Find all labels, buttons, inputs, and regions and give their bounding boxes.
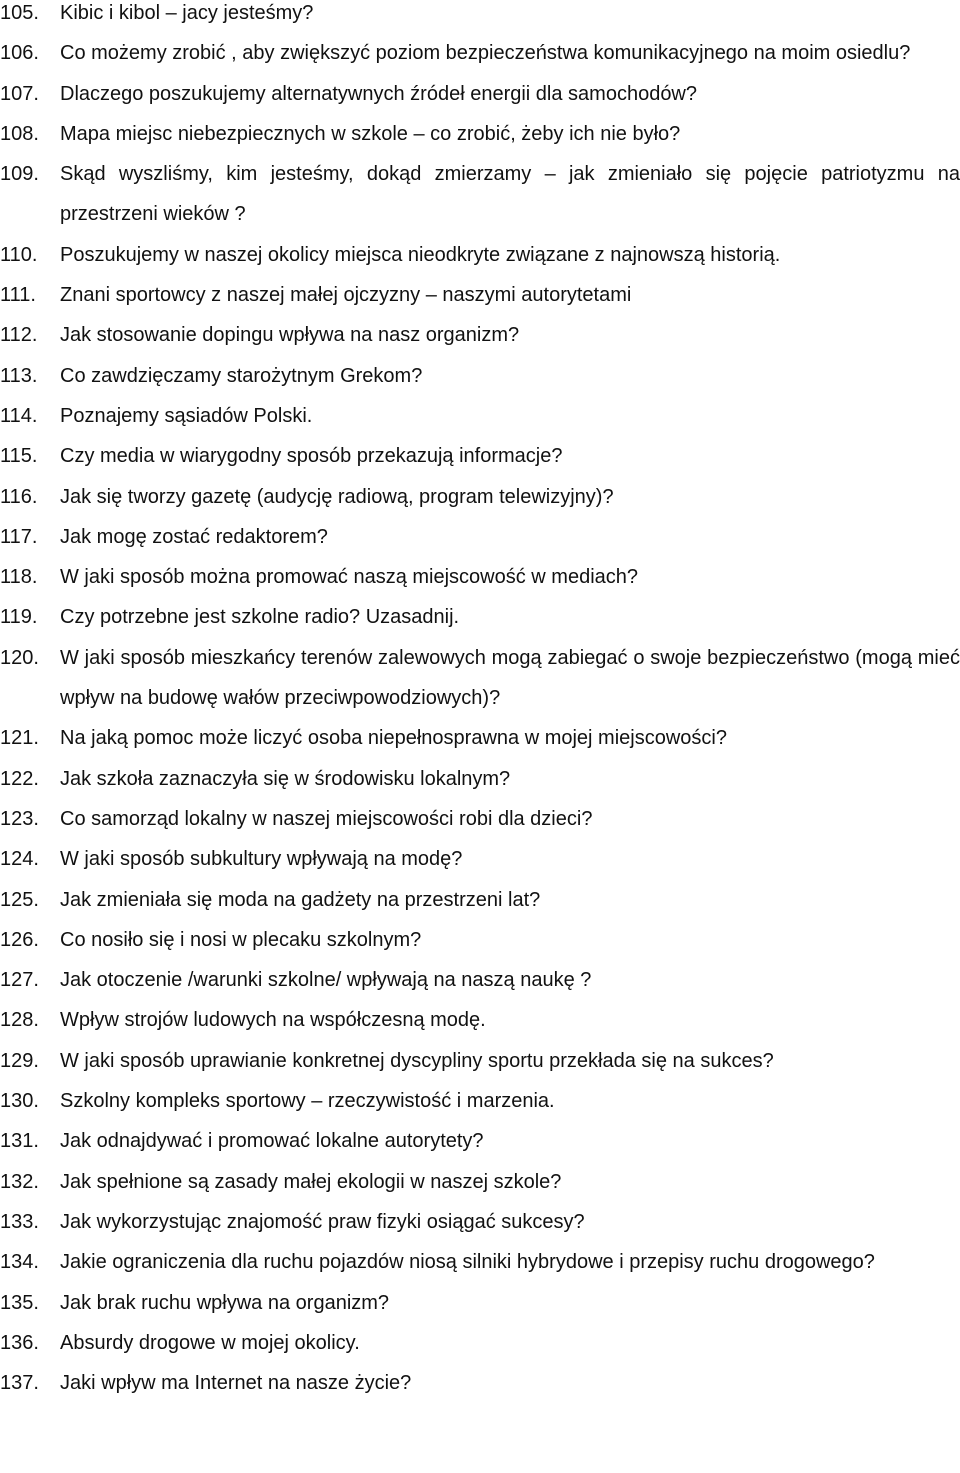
list-item: [0, 315, 960, 355]
item-number: 115.: [0, 445, 38, 468]
list-item: [0, 1081, 960, 1121]
item-text: Na jaką pomoc może liczyć osoba niepełnosprawna w mojej miejscowości?: [60, 727, 727, 750]
item-number: 134.: [0, 1251, 39, 1274]
list-item: [0, 1121, 960, 1161]
list-item: [0, 1363, 960, 1403]
item-number: 124.: [0, 848, 39, 871]
list-item: [0, 275, 960, 315]
list-item: [0, 880, 960, 920]
list-item: [0, 517, 960, 557]
list-item: [0, 0, 960, 33]
item-text: Absurdy drogowe w mojej okolicy.: [60, 1331, 360, 1354]
item-text: Co nosiło się i nosi w plecaku szkolnym?: [60, 928, 422, 951]
item-text: Co możemy zrobić , aby zwiększyć poziom bezpieczeństwa komunikacyjnego na moim osiedlu?: [60, 42, 911, 65]
item-text: W jaki sposób uprawianie konkretnej dyscypliny sportu przekłada się na sukces?: [60, 1049, 774, 1072]
list-item: [0, 477, 960, 517]
item-number: 128.: [0, 1009, 39, 1032]
list-item: [0, 638, 960, 719]
list-item: [0, 154, 960, 235]
item-number: 123.: [0, 807, 39, 830]
item-text: Jak wykorzystując znajomość praw fizyki osiągać sukcesy?: [60, 1210, 585, 1233]
item-number: 111.: [0, 284, 36, 307]
item-number: 125.: [0, 888, 39, 911]
list-item: [0, 74, 960, 114]
item-text: Jak szkoła zaznaczyła się w środowisku lokalnym?: [60, 767, 511, 790]
list-item: [0, 759, 960, 799]
item-text: Jaki wpływ ma Internet na nasze życie?: [60, 1372, 412, 1395]
item-number: 130.: [0, 1090, 39, 1113]
item-number: 121.: [0, 727, 39, 750]
item-number: 106.: [0, 42, 39, 65]
list-item: [0, 1041, 960, 1081]
item-text: Skąd wyszliśmy, kim jesteśmy, dokąd zmierzamy – jak zmieniało się pojęcie patriotyzmu na przestrzeni wieków ?: [60, 163, 960, 226]
list-item: [0, 1242, 960, 1282]
item-number: 136.: [0, 1331, 39, 1354]
item-number: 113.: [0, 364, 38, 387]
item-text: Dlaczego poszukujemy alternatywnych źródeł energii dla samochodów?: [60, 82, 698, 105]
item-number: 105.: [0, 2, 39, 24]
list-item: [0, 1202, 960, 1242]
item-text: Jak otoczenie /warunki szkolne/ wpływają na naszą naukę ?: [60, 969, 592, 992]
item-text: Jak odnajdywać i promować lokalne autorytety?: [60, 1130, 484, 1153]
list-item: [0, 1000, 960, 1040]
item-number: 122.: [0, 767, 39, 790]
item-text: Znani sportowcy z naszej małej ojczyzny – naszymi autorytetami: [60, 284, 632, 307]
item-number: 112.: [0, 324, 38, 347]
item-text: Jak brak ruchu wpływa na organizm?: [60, 1291, 390, 1314]
list-item: [0, 799, 960, 839]
item-number: 114.: [0, 404, 38, 427]
item-text: Poznajemy sąsiadów Polski.: [60, 404, 313, 427]
item-text: Co zawdzięczamy starożytnym Grekom?: [60, 364, 423, 387]
item-number: 120.: [0, 646, 39, 669]
item-text: Szkolny kompleks sportowy – rzeczywistość i marzenia.: [60, 1090, 555, 1113]
item-number: 135.: [0, 1291, 39, 1314]
list-item: [0, 960, 960, 1000]
list-item: [0, 920, 960, 960]
item-text: Jak stosowanie dopingu wpływa na nasz organizm?: [60, 324, 520, 347]
list-item: [0, 1283, 960, 1323]
item-text: Mapa miejsc niebezpiecznych w szkole – co zrobić, żeby ich nie było?: [60, 122, 681, 145]
item-number: 116.: [0, 485, 38, 508]
item-text: Jak się tworzy gazetę (audycję radiową, program telewizyjny)?: [60, 485, 614, 508]
item-number: 109.: [0, 163, 39, 186]
item-number: 110.: [0, 243, 38, 266]
list-item: [0, 839, 960, 879]
item-text: Poszukujemy w naszej okolicy miejsca nieodkryte związane z najnowszą historią.: [60, 243, 781, 266]
item-number: 131.: [0, 1130, 39, 1153]
item-text: Co samorząd lokalny w naszej miejscowości robi dla dzieci?: [60, 807, 593, 830]
item-text: Jak mogę zostać redaktorem?: [60, 525, 328, 548]
item-number: 129.: [0, 1049, 39, 1072]
list-item: [0, 114, 960, 154]
list-item: [0, 597, 960, 637]
item-text: Jak spełnione są zasady małej ekologii w naszej szkole?: [60, 1170, 562, 1193]
item-text: Czy potrzebne jest szkolne radio? Uzasadnij.: [60, 606, 460, 629]
item-text: Jakie ograniczenia dla ruchu pojazdów niosą silniki hybrydowe i przepisy ruchu drogowego?: [60, 1251, 875, 1274]
list-item: [0, 33, 960, 73]
item-text: W jaki sposób mieszkańcy terenów zalewowych mogą zabiegać o swoje bezpieczeństwo (mogą mieć wpływ na budowę wałów przeciwpowodziowych)?: [60, 646, 960, 710]
item-text: Jak zmieniała się moda na gadżety na przestrzeni lat?: [60, 888, 541, 911]
item-number: 118.: [0, 566, 38, 589]
item-number: 117.: [0, 525, 38, 548]
item-number: 127.: [0, 969, 39, 992]
list-item: [0, 718, 960, 758]
item-number: 126.: [0, 928, 39, 951]
item-text: W jaki sposób można promować naszą miejscowość w mediach?: [60, 566, 639, 589]
item-number: 108.: [0, 122, 39, 145]
item-number: 107.: [0, 82, 39, 105]
list-item: [0, 235, 960, 275]
item-text: Czy media w wiarygodny sposób przekazują informacje?: [60, 445, 563, 468]
list-item: [0, 356, 960, 396]
list-item: [0, 396, 960, 436]
list-item: [0, 1323, 960, 1363]
item-text: Kibic i kibol – jacy jesteśmy?: [60, 2, 314, 24]
item-text: W jaki sposób subkultury wpływają na modę?: [60, 848, 463, 871]
item-text: Wpływ strojów ludowych na współczesną modę.: [60, 1009, 486, 1032]
list-item: [0, 557, 960, 597]
item-number: 133.: [0, 1210, 39, 1233]
item-number: 132.: [0, 1170, 39, 1193]
item-number: 137.: [0, 1372, 39, 1395]
list-item: [0, 436, 960, 476]
item-number: 119.: [0, 606, 38, 629]
list-item: [0, 1162, 960, 1202]
